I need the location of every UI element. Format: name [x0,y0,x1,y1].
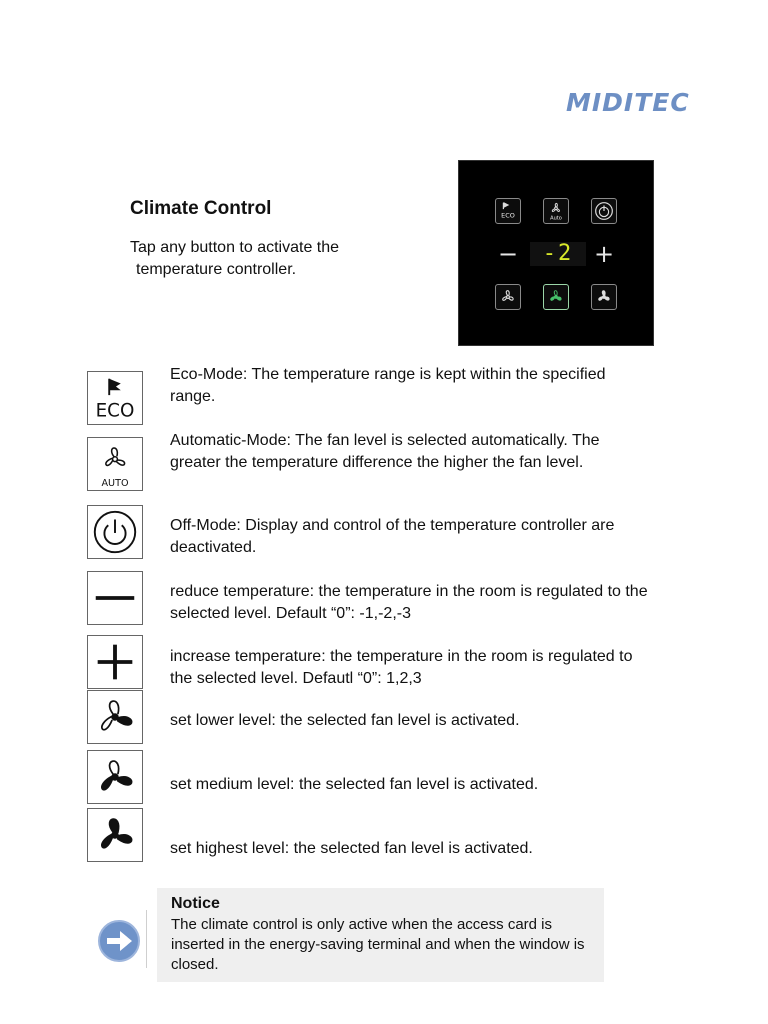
power-icon [87,505,143,559]
notice-title: Notice [171,895,220,912]
reduce-temperature-description: reduce temperature: the temperature in the room is regulated to the selected level. Default “0”: -1,-2,-3 [170,583,648,622]
fan-high-icon [87,808,143,862]
increase-temperature-description: increase temperature: the temperature in the room is regulated to the selected level. Defautl “0”: 1,2,3 [170,648,633,687]
panel-fan-high-button[interactable] [591,284,617,310]
panel-power-button[interactable] [591,198,617,224]
intro-line-1: Tap any button to activate the [130,239,340,256]
off-mode-description: Off-Mode: Display and control of the temperature controller are deactivated. [170,517,615,556]
fan-medium-icon [87,750,143,804]
fan-low-description: set lower level: the selected fan level is activated. [170,712,520,729]
notice-text: The climate control is only active when the access card is inserted in the energy-saving terminal and when the window is closed. [171,916,585,973]
panel-fan-medium-button[interactable] [543,284,569,310]
panel-auto-button[interactable] [543,198,569,224]
panel-eco-button[interactable] [495,198,521,224]
arrow-right-icon [96,919,142,963]
fan-low-icon [87,690,143,744]
fan-medium-description: set medium level: the selected fan level is activated. [170,776,539,793]
brand-logo: MIDITEC [566,88,690,117]
plus-icon [87,635,143,689]
eco-mode-description: Eco-Mode: The temperature range is kept within the specified range. [170,366,606,405]
auto-mode-description: Automatic-Mode: The fan level is selected automatically. The greater the temperature difference the higher the fan level. [170,432,600,471]
panel-plus-button[interactable]: + [594,240,615,268]
minus-icon [87,571,143,625]
panel-minus-button[interactable]: − [498,240,519,268]
fan-high-description: set highest level: the selected fan level is activated. [170,840,533,857]
panel-fan-low-button[interactable] [495,284,521,310]
page-title: Climate Control [130,198,272,219]
notice-divider [146,910,147,968]
panel-auto-label: Auto [550,215,562,222]
auto-icon-label: AUTO [101,478,129,490]
intro-line-2: temperature controller. [136,261,297,278]
temperature-display: -2 [530,242,586,266]
auto-fan-icon [87,437,143,491]
panel-eco-label: ECO [501,211,515,220]
intro-text [130,237,430,281]
eco-icon-label: ECO [95,400,135,422]
eco-icon [87,371,143,425]
